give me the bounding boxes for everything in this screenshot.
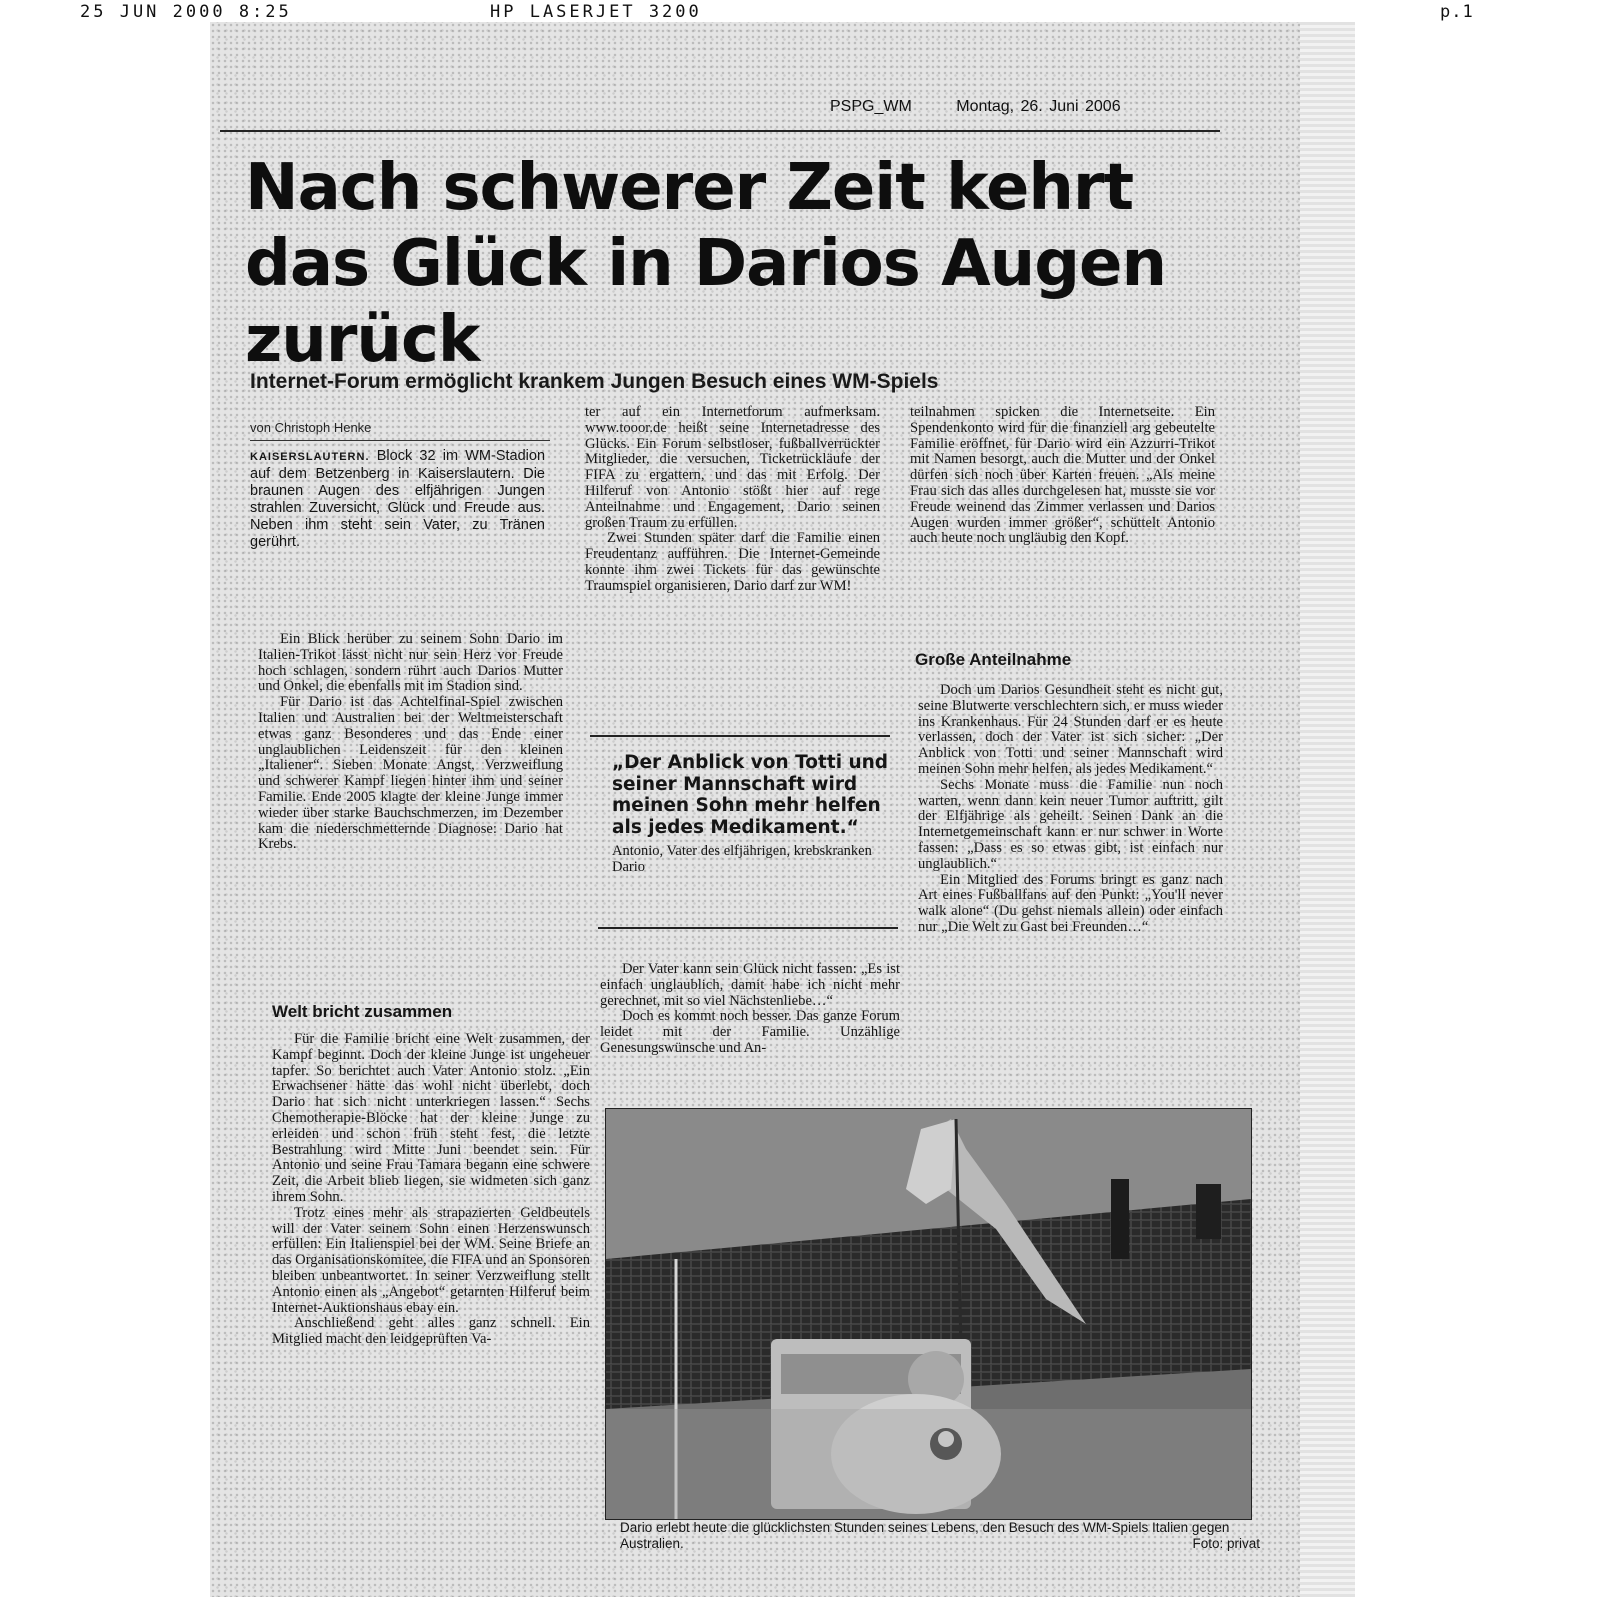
article-photo (605, 1108, 1252, 1520)
paragraph: Ein Blick herüber zu seinem Sohn Dario im Italien-Trikot lässt nicht nur sein Herz vor Freude hoch schlagen, sondern rührt auch Darios Mutter und Onkel, die ebenfalls mit im Stadion sind. (258, 631, 563, 695)
pull-quote-source: Antonio, Vater des elfjährigen, krebskranken Dario (612, 843, 872, 875)
byline-rule (250, 440, 550, 441)
fax-device-name: HP LASERJET 3200 (490, 2, 702, 22)
article-byline: von Christoph Henke (250, 420, 372, 435)
paragraph: ter auf ein Internetforum aufmerksam. www.tooor.de heißt seine Internetadresse des Glücks. Ein Forum selbstloser, fußballverrückter Mitglieder, die versuchen, Ticketrückläufe der FIFA zu ergattern, und das mit Erfolg. Der Hilferuf von Antonio stößt hier auf rege Anteilnahme und Engagement, Dario seinen großen Traum zu erfüllen. (585, 404, 880, 531)
paragraph: Ein Mitglied des Forums bringt es ganz nach Art eines Fußballfans auf den Punkt: „You'll never walk alone“ (Du gehst niemals allein) oder einfach nur „Die Welt zu Gast bei Freunden…“ (918, 871, 1223, 935)
article-headline: Nach schwerer Zeit kehrt das Glück in Darios Augen zurück (245, 151, 1166, 377)
subhead-grosse-anteilnahme: Große Anteilnahme (915, 650, 1072, 669)
column-3-body (910, 405, 1215, 547)
column-1-continued (272, 1032, 590, 1348)
paragraph: Der Vater kann sein Glück nicht fassen: „Es ist einfach unglaublich, damit habe ich nicht mehr gerechnet, mit so viel Nächstenliebe…“ (600, 961, 900, 1009)
paragraph: Zwei Stunden später darf die Familie einen Freudentanz aufführen. Die Internet-Gemeinde konnte ihm zwei Tickets für das gewünschte Traumspiel organisieren, Dario darf zur WM! (585, 530, 880, 594)
fax-timestamp: 25 JUN 2000 8:25 (80, 2, 292, 22)
lead-place: KAISERSLAUTERN. (250, 451, 370, 463)
paragraph: Für Dario ist das Achtelfinal-Spiel zwischen Italien und Australien bei der Weltmeisterschaft etwas ganz Besonderes und das Ende einer unglaublichen Leidenszeit für den kleinen „Italiener“. Sieben Monate Angst, Verzweiflung und schwerer Kampf liegen hinter ihm und seiner Familie. Ende 2005 klagte der kleine Junge immer wieder über starke Bauchschmerzen, im Dezember kam die niederschmetternde Diagnose: Dario hat Krebs. (258, 694, 563, 853)
photo-caption (620, 1520, 1260, 1552)
paragraph: Anschließend geht alles ganz schnell. Ein Mitglied macht den leidgeprüften Va- (272, 1315, 590, 1348)
paragraph: Trotz eines mehr als strapazierten Geldbeutels will der Vater seinem Sohn einen Herzenswunsch erfüllen: Ein Italienspiel bei der WM. Seine Briefe an das Organisationskomitee, die FIFA und an Sponsoren bleiben unbeantwortet. In seiner Verzweiflung stellt Antonio einen als „Angebot“ getarnten Hilferuf beim Internet-Auktionshaus ebay ein. (272, 1204, 590, 1316)
clipping-shadow-edge (1300, 22, 1355, 1597)
pull-quote-text: „Der Anblick von Totti und seiner Mannschaft wird meinen Sohn mehr helfen als jedes Medikament.“ (612, 752, 889, 838)
header-rule (220, 130, 1220, 132)
paragraph: Doch es kommt noch besser. Das ganze Forum leidet mit der Familie. Unzählige Genesungswünsche und An- (600, 1008, 900, 1056)
dateline-date: Montag, 26. Juni 2006 (956, 98, 1121, 115)
column-3-continued (918, 683, 1223, 936)
article-lead (250, 448, 545, 551)
column-1-body (258, 632, 563, 853)
article-subheadline: Internet-Forum ermöglicht krankem Jungen Besuch eines WM-Spiels (250, 370, 939, 393)
fax-page-number: p.1 (1440, 2, 1474, 22)
photo-caption-text: Dario erlebt heute die glücklichsten Stunden seines Lebens, den Besuch des WM-Spiels Italien gegen Australien. (620, 1520, 1230, 1551)
photo-boy-with-flag-image (606, 1109, 1251, 1519)
paragraph: teilnahmen spicken die Internetseite. Ein Spendenkonto wird für die finanziell arg gebeutelte Familie eröffnet, für Dario wird ein Azzurri-Trikot mit Namen besorgt, auch die Mutter und der Onkel dürfen sich noch über Karten freuen. „Als meine Frau sich das alles durchgelesen hat, musste sie vor Freude weinend das Zimmer verlassen und Darios Augen wurden immer größer“, schüttelt Antonio auch heute noch ungläubig den Kopf. (910, 404, 1215, 547)
column-2-continued (600, 962, 900, 1057)
photo-credit: Foto: privat (1192, 1536, 1260, 1551)
subhead-welt-bricht-zusammen: Welt bricht zusammen (272, 1002, 453, 1021)
paragraph: Für die Familie bricht eine Welt zusammen, der Kampf beginnt. Doch der kleine Junge ist ungeheuer tapfer. So berichtet auch Vater Antonio stolz. „Ein Erwachsener hätte das wohl nicht überlebt, doch Dario hat sich nicht unterkriegen lassen.“ Sechs Chemotherapie-Blöcke hat der kleine Junge zu erleiden und schon früh steht fest, die letzte Bestrahlung wird Mitte Juni beendet sein. Für Antonio und seine Frau Tamara begann eine schwere Zeit, die Arbeit blieb liegen, sie widmeten sich ganz ihrem Sohn. (272, 1031, 590, 1205)
quote-rule-top (590, 735, 890, 737)
lead-text: Block 32 im WM-Stadion auf dem Betzenberg in Kaiserslautern. Die braunen Augen des elfjährigen Jungen strahlen Zuversicht, Glück und Freude aus. Neben ihm steht sein Vater, zu Tränen gerührt. (250, 448, 546, 550)
paragraph: Sechs Monate muss die Familie nun noch warten, wenn dann kein neuer Tumor auftritt, gilt der Elfjährige als geheilt. Seinen Dank an die Internetgemeinschaft kann er nur schwer in Worte fassen: „Dass es so etwas gibt, ist einfach nur unglaublich.“ (918, 776, 1223, 872)
dateline-section: PSPG_WM (830, 98, 912, 115)
column-2-body (585, 405, 880, 595)
paragraph: Doch um Darios Gesundheit steht es nicht gut, seine Blutwerte verschlechtern sich, er muss wieder ins Krankenhaus. Für 24 Stunden darf er es heute verlassen, doch der Vater ist sich sicher: „Der Anblick von Totti und seiner Mannschaft wird meinen Sohn mehr helfen, als jedes Medikament.“ (918, 682, 1223, 777)
dateline (830, 98, 1159, 116)
pull-quote (612, 752, 892, 875)
quote-rule-bottom (598, 927, 898, 929)
